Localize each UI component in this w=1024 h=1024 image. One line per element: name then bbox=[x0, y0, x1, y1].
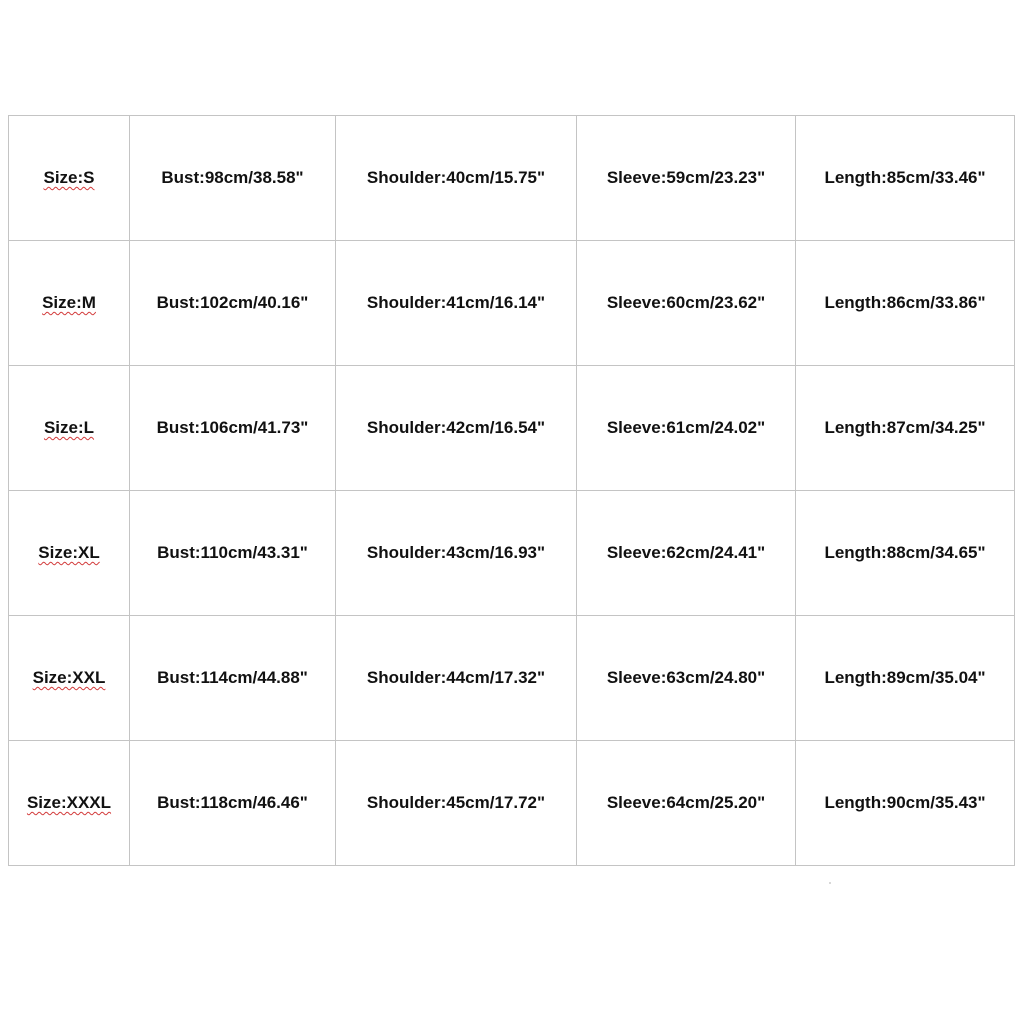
length-cell: Length:87cm/34.25" bbox=[796, 366, 1015, 491]
length-cell: Length:88cm/34.65" bbox=[796, 491, 1015, 616]
table-row bbox=[9, 491, 1015, 616]
table-row bbox=[9, 616, 1015, 741]
size-cell bbox=[9, 366, 130, 491]
stray-dot bbox=[829, 882, 831, 884]
size-label: Size:S bbox=[43, 168, 95, 187]
table-row bbox=[9, 366, 1015, 491]
shoulder-cell: Shoulder:40cm/15.75" bbox=[336, 116, 577, 241]
size-cell bbox=[9, 116, 130, 241]
table-row bbox=[9, 116, 1015, 241]
size-cell bbox=[9, 616, 130, 741]
shoulder-cell: Shoulder:44cm/17.32" bbox=[336, 616, 577, 741]
shoulder-cell: Shoulder:42cm/16.54" bbox=[336, 366, 577, 491]
bust-cell: Bust:106cm/41.73" bbox=[130, 366, 336, 491]
length-cell: Length:90cm/35.43" bbox=[796, 741, 1015, 866]
bust-cell: Bust:98cm/38.58" bbox=[130, 116, 336, 241]
shoulder-cell: Shoulder:45cm/17.72" bbox=[336, 741, 577, 866]
sleeve-cell: Sleeve:61cm/24.02" bbox=[577, 366, 796, 491]
table-row bbox=[9, 741, 1015, 866]
sleeve-cell: Sleeve:63cm/24.80" bbox=[577, 616, 796, 741]
size-cell bbox=[9, 241, 130, 366]
bust-cell: Bust:110cm/43.31" bbox=[130, 491, 336, 616]
length-cell: Length:86cm/33.86" bbox=[796, 241, 1015, 366]
size-cell bbox=[9, 491, 130, 616]
size-label: Size:XXL bbox=[32, 668, 106, 687]
size-chart-table bbox=[8, 115, 1015, 866]
shoulder-cell: Shoulder:41cm/16.14" bbox=[336, 241, 577, 366]
sleeve-cell: Sleeve:59cm/23.23" bbox=[577, 116, 796, 241]
size-label: Size:L bbox=[43, 418, 95, 437]
bust-cell: Bust:102cm/40.16" bbox=[130, 241, 336, 366]
length-cell: Length:89cm/35.04" bbox=[796, 616, 1015, 741]
size-cell bbox=[9, 741, 130, 866]
shoulder-cell: Shoulder:43cm/16.93" bbox=[336, 491, 577, 616]
bust-cell: Bust:118cm/46.46" bbox=[130, 741, 336, 866]
size-label: Size:M bbox=[42, 293, 96, 312]
size-label: Size:XXXL bbox=[26, 793, 112, 812]
bust-cell: Bust:114cm/44.88" bbox=[130, 616, 336, 741]
sleeve-cell: Sleeve:62cm/24.41" bbox=[577, 491, 796, 616]
size-label: Size:XL bbox=[38, 543, 100, 562]
table-row bbox=[9, 241, 1015, 366]
sleeve-cell: Sleeve:64cm/25.20" bbox=[577, 741, 796, 866]
sleeve-cell: Sleeve:60cm/23.62" bbox=[577, 241, 796, 366]
length-cell: Length:85cm/33.46" bbox=[796, 116, 1015, 241]
